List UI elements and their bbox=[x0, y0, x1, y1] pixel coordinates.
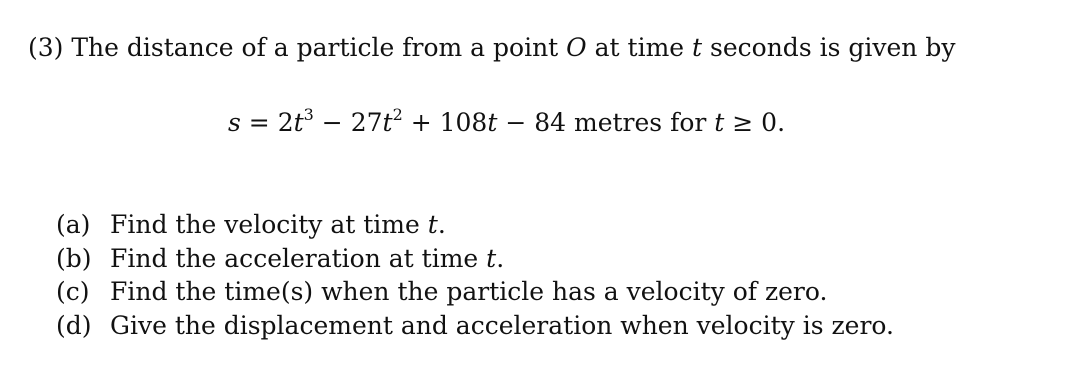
formula-exp1: 3 bbox=[303, 105, 314, 124]
part-a-text: Find the velocity at time bbox=[110, 210, 420, 239]
formula-exp2: 2 bbox=[392, 105, 403, 124]
part-c bbox=[56, 275, 894, 309]
formula-var3: t bbox=[487, 108, 498, 137]
formula-c3: 108 bbox=[439, 108, 488, 137]
part-a-marker: (a) bbox=[56, 210, 91, 239]
part-d-marker: (d) bbox=[56, 310, 92, 340]
formula-var2: t bbox=[382, 108, 393, 137]
part-c-text: Find the time(s) when the particle has a velocity of zero. bbox=[110, 277, 828, 306]
part-d bbox=[56, 309, 894, 343]
intro-point: O bbox=[566, 33, 587, 62]
part-a-var: t bbox=[427, 210, 438, 239]
formula-eq: = bbox=[248, 108, 270, 137]
part-b bbox=[56, 242, 894, 276]
problem-intro bbox=[28, 30, 1058, 66]
part-b-text: Find the acceleration at time bbox=[110, 243, 479, 273]
part-d-text: Give the displacement and acceleration when velocity is zero. bbox=[110, 310, 894, 340]
formula-condition: ≥ 0. bbox=[732, 108, 786, 137]
part-b-var: t bbox=[486, 243, 497, 273]
formula-op3: − bbox=[505, 108, 527, 137]
problem-number: (3) bbox=[28, 33, 64, 62]
part-a bbox=[56, 208, 894, 242]
intro-text-2: at time bbox=[594, 33, 685, 62]
problem-3 bbox=[28, 30, 1058, 66]
intro-text-1: The distance of a particle from a point bbox=[71, 33, 559, 62]
formula-c2: 27 bbox=[350, 108, 383, 137]
formula-var1: t bbox=[293, 108, 304, 137]
formula-op1: − bbox=[321, 108, 343, 137]
formula-tail: metres for bbox=[574, 108, 707, 137]
intro-text-3: seconds is given by bbox=[710, 33, 956, 62]
formula-c1: 2 bbox=[277, 108, 294, 137]
part-a-end: . bbox=[437, 210, 446, 239]
formula-lhs: s bbox=[228, 108, 241, 137]
question-parts bbox=[56, 208, 894, 342]
part-b-end: . bbox=[496, 243, 505, 273]
formula-op2: + bbox=[410, 108, 432, 137]
intro-var: t bbox=[692, 33, 703, 62]
formula-c4: 84 bbox=[534, 108, 567, 137]
formula-var4: t bbox=[714, 108, 725, 137]
distance-formula bbox=[228, 105, 785, 141]
part-c-marker: (c) bbox=[56, 277, 90, 306]
part-b-marker: (b) bbox=[56, 243, 92, 273]
